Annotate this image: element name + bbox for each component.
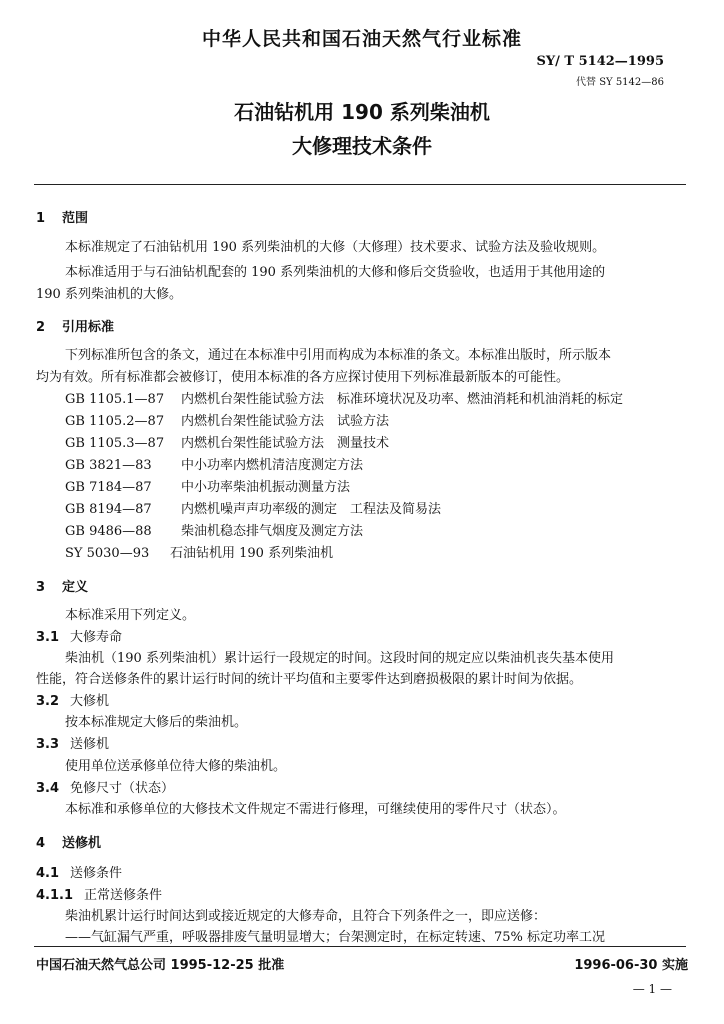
section-3-heading: 3 定义 (36, 580, 89, 595)
header-divider (34, 184, 686, 185)
reference-item: GB 1105.3—87 内燃机台架性能试验方法 测量技术 (65, 436, 390, 451)
approval-statement: 中国石油天然气总公司 1995-12-25 批准 (36, 958, 285, 973)
section-1-para1: 本标准规定了石油钻机用 190 系列柴油机的大修（大修理）技术要求、试验方法及验收规则。 (65, 240, 606, 255)
document-title-line1: 石油钻机用 190 系列柴油机 (234, 100, 490, 124)
clause-4-1-1-item: ——气缸漏气严重，呼吸器排废气量明显增大；台架测定时，在标定转速、75% 标定功率工况 (65, 930, 606, 945)
definition-3-2-text: 按本标准规定大修后的柴油机。 (65, 715, 248, 730)
section-1-para2a: 本标准适用于与石油钻机配套的 190 系列柴油机的大修和修后交货验收，也适用于其他用途的 (65, 265, 606, 280)
reference-item: SY 5030—93 石油钻机用 190 系列柴油机 (65, 546, 334, 561)
replaces-note: 代替 SY 5142—86 (576, 77, 664, 88)
reference-item: GB 7184—87 中小功率柴油机振动测量方法 (65, 480, 351, 495)
reference-item: GB 8194—87 内燃机噪声声功率级的测定 工程法及简易法 (65, 502, 442, 517)
reference-item: GB 9486—88 柴油机稳态排气烟度及测定方法 (65, 524, 364, 539)
clause-4-1-1-text: 柴油机累计运行时间达到或接近规定的大修寿命，且符合下列条件之一，即应送修： (65, 909, 547, 924)
section-4-heading: 4 送修机 (36, 836, 102, 851)
section-3-intro: 本标准采用下列定义。 (65, 608, 196, 623)
clause-4-1-1-heading: 4.1.1 正常送修条件 (36, 888, 163, 903)
section-2-para1b: 均为有效。所有标准都会被修订，使用本标准的各方应探讨使用下列标准最新版本的可能性。 (36, 370, 570, 385)
page-number: — 1 — (632, 982, 672, 996)
definition-3-1-heading: 3.1 大修寿命 (36, 630, 123, 645)
reference-item: GB 1105.2—87 内燃机台架性能试验方法 试验方法 (65, 414, 390, 429)
section-1-para2b: 190 系列柴油机的大修。 (36, 287, 182, 302)
section-2-heading: 2 引用标准 (36, 320, 115, 335)
section-2-para1a: 下列标准所包含的条文，通过在本标准中引用而构成为本标准的条文。本标准出版时，所示版本 (65, 348, 612, 363)
definition-3-4-text: 本标准和承修单位的大修技术文件规定不需进行修理，可继续使用的零件尺寸（状态）。 (65, 802, 566, 817)
standard-number: SY/ T 5142—1995 (536, 54, 664, 69)
reference-item: GB 3821—83 中小功率内燃机清洁度测定方法 (65, 458, 364, 473)
definition-3-3-text: 使用单位送承修单位待大修的柴油机。 (65, 759, 287, 774)
section-1-heading: 1 范围 (36, 211, 89, 226)
definition-3-3-heading: 3.3 送修机 (36, 737, 110, 752)
definition-3-1-text-b: 性能，符合送修条件的累计运行时间的统计平均值和主要零件达到磨损极限的累计时间为依据。 (36, 672, 583, 687)
definition-3-4-heading: 3.4 免修尺寸（状态） (36, 781, 175, 796)
industry-standard-header: 中华人民共和国石油天然气行业标准 (201, 28, 522, 50)
definition-3-1-text-a: 柴油机（190 系列柴油机）累计运行一段规定的时间。这段时间的规定应以柴油机丧失基本使用 (65, 651, 614, 666)
document-title-line2: 大修理技术条件 (292, 134, 432, 158)
effective-date: 1996-06-30 实施 (574, 958, 688, 973)
definition-3-2-heading: 3.2 大修机 (36, 694, 110, 709)
reference-item: GB 1105.1—87 内燃机台架性能试验方法 标准环境状况及功率、燃油消耗和机油消耗的标定 (65, 392, 624, 407)
footer-divider (34, 946, 686, 947)
clause-4-1-heading: 4.1 送修条件 (36, 866, 123, 881)
